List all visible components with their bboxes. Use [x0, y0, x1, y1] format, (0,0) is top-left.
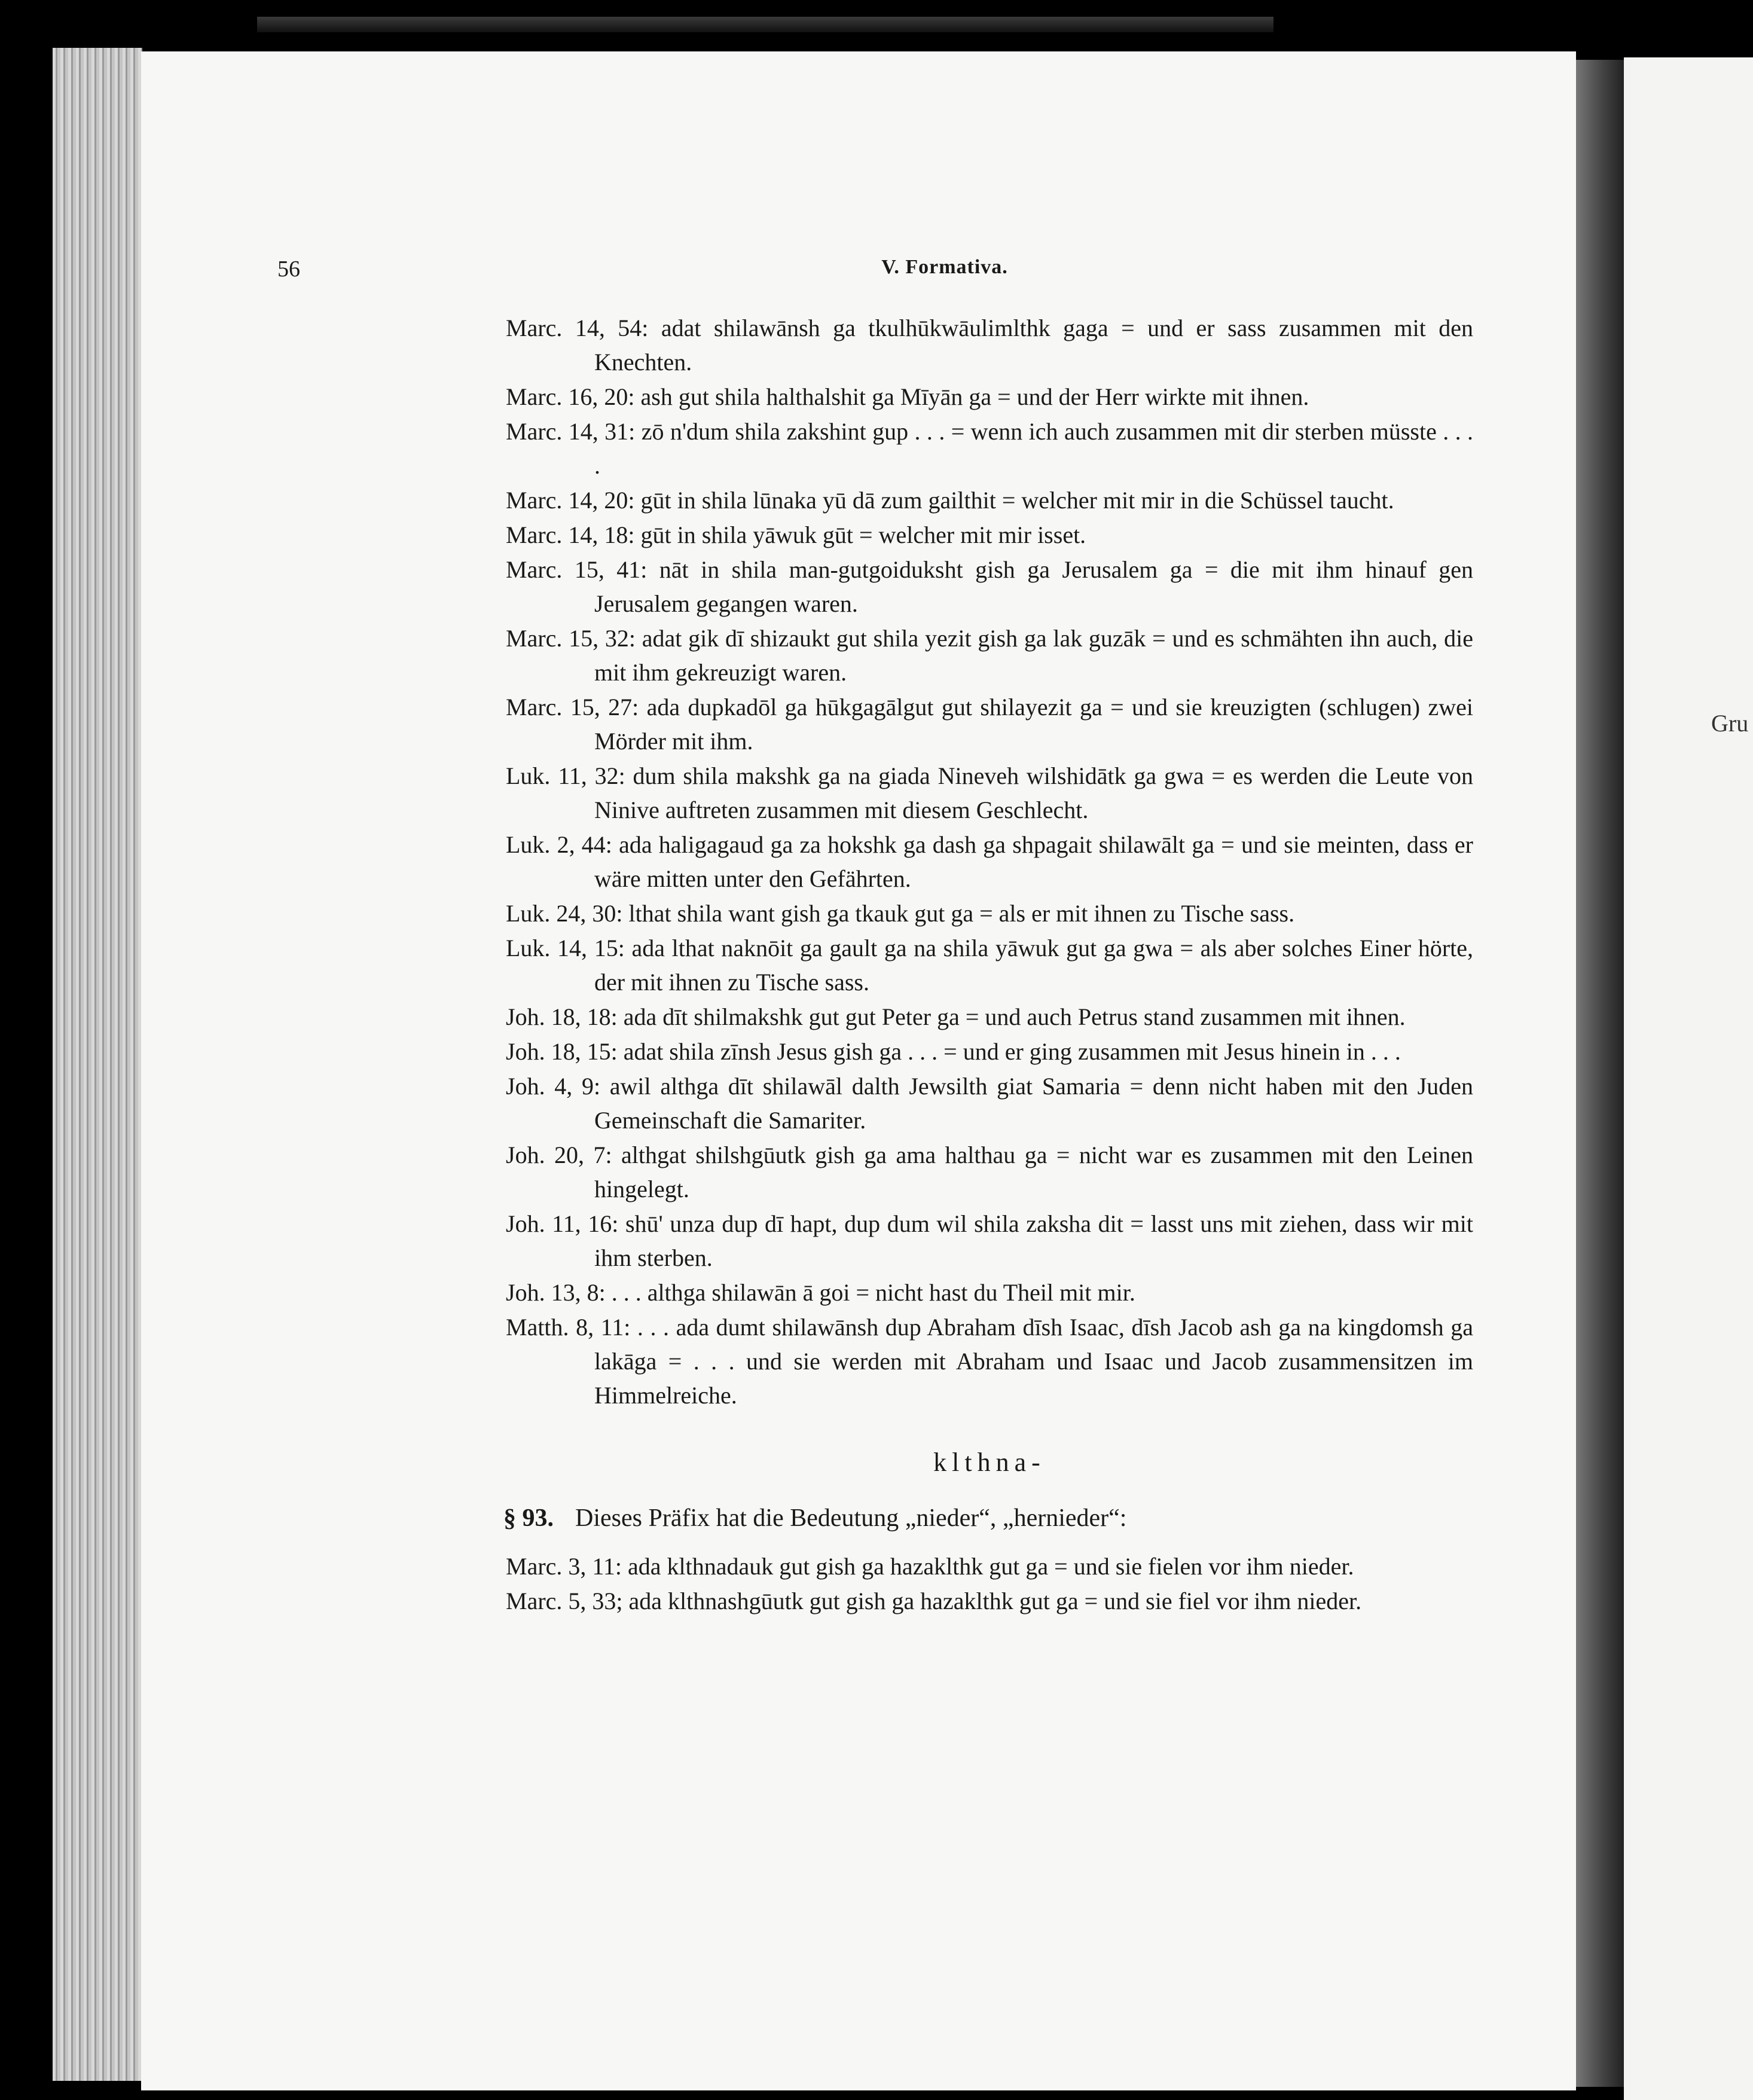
section-text: Dieses Präfix hat die Bedeutung „nieder“, „hernieder“:: [575, 1504, 1127, 1532]
section-number: § 93.: [503, 1504, 554, 1532]
verse-reference: Marc. 14, 20:: [506, 487, 635, 514]
verse-entry: [506, 1034, 1473, 1069]
verse-entry: [506, 518, 1473, 552]
verse-text: . . . althga shilawān ā goi = nicht hast du Theil mit mir.: [611, 1279, 1135, 1306]
verse-entry: [506, 380, 1473, 414]
scan-border: [257, 17, 1273, 32]
verse-reference: Joh. 18, 18:: [506, 1003, 618, 1030]
verse-reference: Joh. 18, 15:: [506, 1038, 618, 1065]
verse-entry: [506, 483, 1473, 517]
verse-reference: Luk. 24, 30:: [506, 900, 623, 927]
verse-text: adat shila zīnsh Jesus gish ga . . . = und er ging zusammen mit Jesus hinein in . . .: [623, 1038, 1401, 1065]
verse-entry: [506, 414, 1473, 483]
verse-entry: [506, 1138, 1473, 1206]
verse-entry: [506, 690, 1473, 758]
verse-text: althgat shilshgūutk gish ga ama halthau ga = nicht war es zusammen mit den Leinen hingelegt.: [594, 1141, 1473, 1202]
verse-reference: Joh. 13, 8:: [506, 1279, 606, 1306]
verse-entry: [506, 828, 1473, 896]
page-number: 56: [277, 257, 300, 282]
verse-text: ash gut shila halthalshit ga Mīyān ga = und der Herr wirkte mit ihnen.: [640, 383, 1309, 410]
book-edge: [53, 48, 142, 2081]
verse-reference: Joh. 20, 7:: [506, 1141, 612, 1168]
verse-text: ada dupkadōl ga hūkgagālgut gut shilayezit ga = und sie kreuzigten (schlugen) zwei Mörder mit ihm.: [594, 694, 1473, 755]
section-paragraph: [503, 1500, 1473, 1536]
verse-entry: [506, 1069, 1473, 1137]
book-gutter: [1576, 60, 1624, 2087]
running-head: V. Formativa.: [881, 256, 1008, 278]
verse-reference: Marc. 14, 31:: [506, 418, 636, 445]
verse-entry: [506, 1584, 1473, 1618]
verse-entry: [506, 1207, 1473, 1275]
prefix-heading: [506, 1447, 1473, 1478]
page-header: [0, 256, 1753, 286]
verse-reference: Luk. 2, 44:: [506, 831, 612, 858]
verse-entry: [506, 1310, 1473, 1412]
facing-page: [1624, 57, 1753, 2100]
verse-text: ada lthat naknōit ga gault ga na shila yāwuk gut ga gwa = als aber solches Einer hörte, der mit ihnen zu Tische sass.: [594, 935, 1474, 996]
verse-reference: Marc. 5, 33;: [506, 1588, 623, 1614]
verse-entry: [506, 1275, 1473, 1310]
verse-reference: Luk. 14, 15:: [506, 935, 625, 962]
verse-text: shū' unza dup dī hapt, dup dum wil shila zaksha dit = lasst uns mit ziehen, dass wir mit ihm sterben.: [594, 1210, 1474, 1271]
verse-entry: [506, 1000, 1473, 1034]
verse-reference: Joh. 11, 16:: [506, 1210, 619, 1237]
verse-entry: [506, 759, 1473, 827]
verse-text: ada haligagaud ga za hokshk ga dash ga shpagait shilawālt ga = und sie meinten, dass er wäre mitten unter den Gefährten.: [594, 831, 1474, 892]
verse-text: lthat shila want gish ga tkauk gut ga = als er mit ihnen zu Tische sass.: [628, 900, 1295, 927]
verse-text: awil althga dīt shilawāl dalth Jewsilth giat Samaria = denn nicht haben mit den Juden Gemeinschaft die Samariter.: [594, 1073, 1473, 1134]
verse-text: zō n'dum shila zakshint gup . . . = wenn ich auch zusammen mit dir sterben müsste . . . .: [594, 418, 1474, 479]
verse-text: gūt in shila yāwuk gūt = welcher mit mir isset.: [640, 521, 1086, 548]
verse-text: nāt in shila man-gutgoiduksht gish ga Jerusalem ga = die mit ihm hinauf gen Jerusalem gegangen waren.: [594, 556, 1474, 617]
verse-reference: Marc. 16, 20:: [506, 383, 635, 410]
verse-text: ada klthnashgūutk gut gish ga hazaklthk gut ga = und sie fiel vor ihm nieder.: [628, 1588, 1362, 1614]
verse-text: dum shila makshk ga na giada Nineveh wilshidātk ga gwa = es werden die Leute von Ninive auftreten zusammen mit diesem Geschlecht.: [594, 762, 1473, 823]
section-entry-list: [506, 1549, 1473, 1618]
verse-reference: Marc. 15, 41:: [506, 556, 648, 583]
verse-reference: Marc. 3, 11:: [506, 1553, 622, 1580]
verse-text: ada dīt shilmakshk gut gut Peter ga = und auch Petrus stand zusammen mit ihnen.: [623, 1003, 1406, 1030]
verse-text: adat shilawānsh ga tkulhūkwāulimlthk gaga = und er sass zusammen mit den Knechten.: [594, 315, 1473, 376]
verse-text: ada klthnadauk gut gish ga hazaklthk gut ga = und sie fielen vor ihm nieder.: [628, 1553, 1354, 1580]
verse-entry: [506, 1549, 1473, 1583]
verse-entry: [506, 553, 1473, 621]
prefix-heading-text: klthna-: [933, 1448, 1046, 1477]
entry-list: [506, 311, 1473, 1412]
verse-reference: Marc. 15, 27:: [506, 694, 639, 721]
page-body: [503, 311, 1474, 1618]
verse-reference: Marc. 14, 18:: [506, 521, 635, 548]
verse-entry: [506, 931, 1473, 999]
verse-entry: [506, 311, 1473, 379]
verse-reference: Marc. 14, 54:: [506, 315, 649, 341]
verse-entry: [506, 896, 1473, 930]
verse-text: adat gik dī shizaukt gut shila yezit gish ga lak guzāk = und es schmähten ihn auch, die mit ihm gekreuzigt waren.: [594, 625, 1474, 686]
verse-reference: Matth. 8, 11:: [506, 1314, 631, 1341]
verse-reference: Luk. 11, 32:: [506, 762, 625, 789]
verse-text: gūt in shila lūnaka yū dā zum gailthit = welcher mit mir in die Schüssel taucht.: [640, 487, 1394, 514]
verse-reference: Marc. 15, 32:: [506, 625, 636, 652]
verse-text: . . . ada dumt shilawānsh dup Abraham dīsh Isaac, dīsh Jacob ash ga na kingdomsh ga lakāga = . . . und sie werden mit Abraham und Isaac und Jacob zusammensitzen im Himmelreiche.: [594, 1314, 1473, 1409]
facing-page-text-fragment: Gru: [1711, 710, 1749, 737]
verse-entry: [506, 621, 1473, 689]
verse-reference: Joh. 4, 9:: [506, 1073, 601, 1100]
